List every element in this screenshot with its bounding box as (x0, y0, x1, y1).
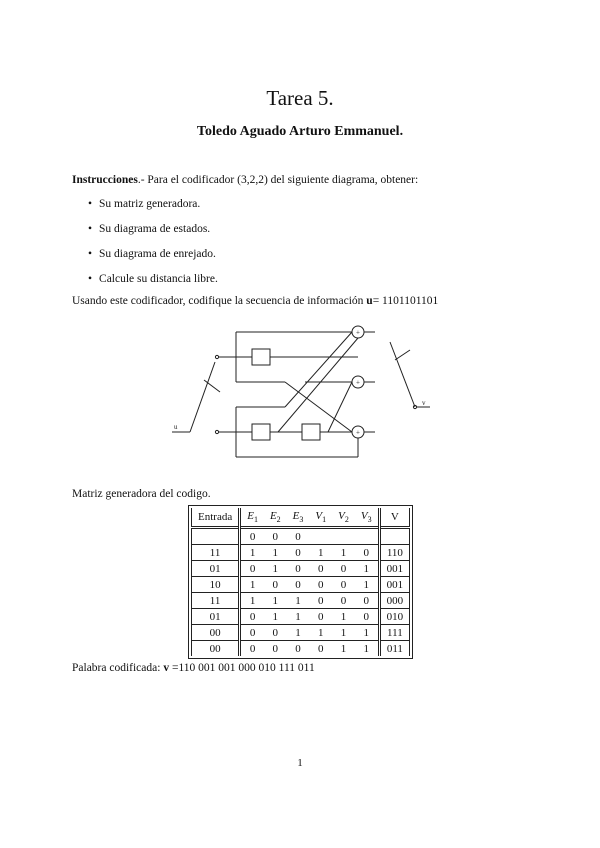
table-row (192, 577, 410, 593)
svg-text:+: + (356, 428, 360, 437)
table-cell: 0 (295, 578, 301, 591)
instructions-label: Instrucciones (72, 174, 138, 186)
switch-contact-bottom (215, 430, 218, 433)
generator-table-frame (188, 505, 413, 659)
table-cell: 0 (318, 594, 324, 607)
list-item: • Su diagrama de enrejado. (88, 242, 218, 267)
table-cell: 111 (379, 625, 410, 641)
instructions-text: .- Para el codificador (3,2,2) del siguiente diagrama, obtener: (137, 174, 419, 186)
instructions-paragraph (72, 174, 418, 186)
table-cell: 1 (340, 642, 347, 655)
table-cell: 0 (318, 610, 324, 623)
table-row (192, 561, 410, 577)
table-cell: 1 (249, 594, 256, 607)
table-row (192, 545, 410, 561)
table-cell: 0 (249, 562, 256, 575)
sequence-paragraph (72, 295, 438, 307)
table-cell: 01 (192, 561, 240, 577)
generator-table (191, 508, 410, 656)
table-cell: 00 (192, 641, 240, 657)
table-header-row (192, 508, 410, 528)
task-list (88, 192, 218, 292)
table-cell: 001 (379, 561, 410, 577)
table-cell: 1 (295, 610, 301, 623)
table-cell: 1 (363, 626, 369, 639)
col-header-v3: $V_3$ (360, 509, 372, 525)
input-switch-arm (190, 362, 215, 432)
table-cell: 1 (272, 594, 279, 607)
col-header-entrada: Entrada (192, 508, 240, 528)
encoded-word-text: Palabra codificada: (72, 662, 164, 674)
table-cell: 0 (318, 642, 324, 655)
table-cell: 0 (295, 642, 301, 655)
table-cell: 001 (379, 577, 410, 593)
table-cell: 0 (272, 642, 279, 655)
table-cell: 0 (363, 594, 369, 607)
table-cell: 1 (295, 626, 301, 639)
table-cell: 1 (272, 610, 279, 623)
table-cell: 1 (340, 626, 347, 639)
sequence-value: = 1101101101 (372, 295, 439, 307)
encoded-word-value: =110 001 001 000 010 111 011 (169, 662, 315, 674)
list-item: • Calcule su distancia libre. (88, 267, 218, 292)
table-cell: 0 (318, 578, 324, 591)
table-cell: 0 (272, 578, 279, 591)
table-cell: 010 (379, 609, 410, 625)
table-row (192, 641, 410, 657)
table-row (192, 625, 410, 641)
table-cell: 1 (340, 546, 347, 559)
encoded-word-paragraph (72, 662, 315, 674)
switch-contact-top (215, 355, 218, 358)
table-cell: 0 (249, 610, 256, 623)
table-cell: 00 (192, 625, 240, 641)
svg-text:+: + (356, 378, 360, 387)
table-cell: 0 (249, 626, 256, 639)
col-header-e3: $E_3$ (292, 509, 304, 525)
table-cell: 0 (340, 578, 347, 591)
table-cell: 000 (379, 593, 410, 609)
table-row (192, 609, 410, 625)
sequence-text: Usando este codificador, codifique la secuencia de información (72, 295, 367, 307)
table-cell: 1 (318, 626, 324, 639)
output-switch-indicator (395, 350, 410, 360)
table-cell: 1 (363, 562, 369, 575)
register-e3 (302, 424, 320, 440)
table-cell: 1 (363, 578, 369, 591)
table-cell: 0 (363, 546, 369, 559)
col-header-v: V (379, 508, 410, 528)
col-header-e2: $E_2$ (269, 509, 281, 525)
table-cell: 10 (192, 577, 240, 593)
table-cell: 011 (379, 641, 410, 657)
output-label: v (422, 399, 426, 407)
matrix-caption: Matriz generadora del codigo. (72, 488, 211, 500)
author-name: Toledo Aguado Arturo Emmanuel. (196, 124, 404, 139)
page-title: Tarea 5. (266, 86, 334, 110)
table-cell: 0 (340, 562, 347, 575)
table-cell: 1 (318, 546, 324, 559)
encoder-diagram (160, 322, 450, 464)
table-cell: 11 (192, 545, 240, 561)
table-cell: 0 (363, 610, 369, 623)
table-cell: 0 (272, 626, 279, 639)
table-cell: 01 (192, 609, 240, 625)
table-row (192, 593, 410, 609)
table-cell: 1 (249, 578, 256, 591)
page-number: 1 (297, 757, 303, 769)
table-row-initial: 0 0 0 (192, 528, 410, 545)
register-e1 (252, 349, 270, 365)
table-cell: 0 (295, 546, 301, 559)
encoded-word-var: v (163, 662, 170, 674)
list-item: • Su matriz generadora. (88, 192, 218, 217)
table-cell: 1 (249, 546, 256, 559)
table-cell: 0 (249, 642, 256, 655)
table-cell: 0 (295, 562, 301, 575)
svg-text:+: + (356, 328, 360, 337)
table-cell: 1 (272, 562, 279, 575)
sequence-var: u (366, 295, 373, 307)
table-cell: 1 (363, 642, 369, 655)
output-switch-arm (390, 342, 415, 407)
input-label: u (174, 423, 178, 431)
table-cell: 110 (379, 545, 410, 561)
table-cell: 1 (295, 594, 301, 607)
register-e2 (252, 424, 270, 440)
col-header-v1: $V_1$ (315, 509, 327, 525)
col-header-e1: $E_1$ (247, 509, 258, 525)
table-cell: 0 (340, 594, 347, 607)
table-cell: 1 (272, 546, 279, 559)
list-item: • Su diagrama de estados. (88, 217, 218, 242)
col-header-v2: $V_2$ (338, 509, 349, 525)
table-cell: 11 (192, 593, 240, 609)
table-cell: 1 (340, 610, 347, 623)
table-cell: 0 (318, 562, 324, 575)
